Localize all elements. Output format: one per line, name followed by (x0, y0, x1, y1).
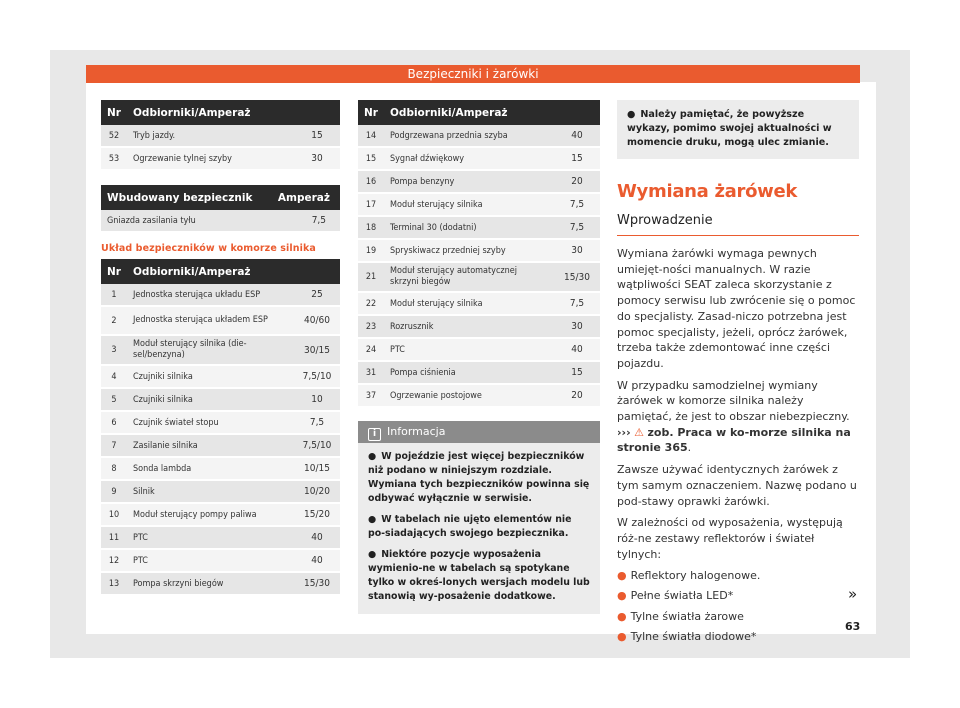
fuse-number: 8 (101, 457, 127, 480)
fuse-consumer: PTC (127, 526, 294, 549)
continue-marker: » (848, 585, 858, 603)
column-left (101, 100, 340, 596)
fuse-number: 37 (358, 384, 384, 407)
fuse-amperage: 7,5 (294, 411, 340, 434)
bullet-icon: ● (368, 549, 377, 560)
column-middle (358, 100, 600, 614)
fuse-table-3 (101, 259, 340, 596)
fuse-amperage: 7,5 (554, 193, 600, 216)
fuse-consumer: Moduł sterujący pompy paliwa (127, 503, 294, 526)
table-row (101, 284, 340, 306)
fuse-amperage: 15 (554, 361, 600, 384)
fuse-consumer: Silnik (127, 480, 294, 503)
table-row (101, 388, 340, 411)
fuse-number: 21 (358, 262, 384, 292)
fuse-amperage: 30 (554, 239, 600, 262)
fuse-number: 3 (101, 335, 127, 365)
fuse-consumer: Moduł sterujący silnika (384, 193, 554, 216)
col-header-nr: Nr (101, 100, 127, 125)
fuse-amperage: 7,5 (554, 216, 600, 239)
section-title: Wymiana żarówek (617, 181, 798, 202)
table-row (358, 239, 600, 262)
fuse-amperage: 15/30 (294, 572, 340, 595)
fuse-table-2 (101, 185, 340, 233)
fuse-number: 10 (101, 503, 127, 526)
fuse-consumer: Terminal 30 (dodatni) (384, 216, 554, 239)
section-body (617, 246, 859, 644)
fuse-number: 24 (358, 338, 384, 361)
fuse-number: 12 (101, 549, 127, 572)
paragraph: W zależności od wyposażenia, występują róż-ne zestawy reflektorów i świateł tylnych: (617, 516, 843, 561)
fuse-number: 53 (101, 147, 127, 170)
fuse-amperage: 30 (294, 147, 340, 170)
table-row (358, 384, 600, 407)
fuse-consumer: Sonda lambda (127, 457, 294, 480)
table-row (101, 549, 340, 572)
table-row (101, 411, 340, 434)
info-item: ● Niektóre pozycje wyposażenia wymienio-ne w tabelach są spotykane tylko w okreś-lonych wersjach modelu lub stanowią wy-posażenie dodatkowe. (368, 549, 590, 602)
fuse-amperage: 15 (294, 125, 340, 147)
fuse-amperage: 40 (554, 338, 600, 361)
col-header-name: Odbiorniki/Amperaż (127, 259, 340, 284)
fuse-table-1 (101, 100, 340, 171)
bullet-icon: ● (617, 589, 627, 603)
table-row (101, 572, 340, 595)
fuse-consumer: Czujniki silnika (127, 388, 294, 411)
fuse-number: 11 (101, 526, 127, 549)
cross-reference-link[interactable]: zob. Praca w ko-morze silnika na stronie 365 (617, 425, 851, 455)
fuse-amperage: 20 (554, 384, 600, 407)
fuse-amperage: 10/15 (294, 457, 340, 480)
col-header-nr: Nr (101, 259, 127, 284)
info-title: Informacja (387, 425, 446, 438)
bullet-icon: ● (627, 109, 636, 120)
fuse-amperage: 40 (294, 549, 340, 572)
table-row (358, 292, 600, 315)
fuse-amperage: 10/20 (294, 480, 340, 503)
fuse-consumer: Czujnik świateł stopu (127, 411, 294, 434)
table-row (358, 216, 600, 239)
paragraph: Zawsze używać identycznych żarówek z tym samym oznaczeniem. Nazwę podano u pod-stawy oprawki żarówki. (617, 463, 857, 508)
fuse-number: 7 (101, 434, 127, 457)
fuse-consumer: Pompa ciśnienia (384, 361, 554, 384)
list-item: ● Tylne światła diodowe* (617, 629, 757, 643)
table-row (101, 526, 340, 549)
section-subtitle: Wprowadzenie (617, 213, 859, 236)
fuse-number: 13 (101, 572, 127, 595)
table-row (101, 335, 340, 365)
col-header-nr: Nr (358, 100, 384, 125)
fuse-number: 52 (101, 125, 127, 147)
fuse-consumer: Ogrzewanie postojowe (384, 384, 554, 407)
fuse-consumer: Zasilanie silnika (127, 434, 294, 457)
table-row (358, 193, 600, 216)
fuse-number: 15 (358, 147, 384, 170)
table-row (358, 125, 600, 147)
fuse-consumer: Moduł sterujący automatycznej skrzyni biegów (384, 262, 554, 292)
fuse-number: 16 (358, 170, 384, 193)
table-row (358, 361, 600, 384)
fuse-number: 14 (358, 125, 384, 147)
table-row (101, 125, 340, 147)
table-row (358, 147, 600, 170)
table-row (358, 170, 600, 193)
fuse-consumer: Tryb jazdy. (127, 125, 294, 147)
fuse-amperage: 15 (554, 147, 600, 170)
table-row (101, 210, 340, 232)
warning-icon: ⚠ (634, 425, 644, 439)
fuse-consumer: Jednostka sterująca układem ESP (127, 306, 294, 335)
note-box: ● Należy pamiętać, że powyższe wykazy, pomimo swojej aktualności w momencie druku, mogą ulec zmianie. (617, 100, 859, 159)
fuse-consumer: Spryskiwacz przedniej szyby (384, 239, 554, 262)
table-row (101, 147, 340, 170)
list-item: ● Reflektory halogenowe. (617, 569, 761, 583)
fuse-amperage: 40 (294, 526, 340, 549)
fuse-number: 2 (101, 306, 127, 335)
fuse-number: 1 (101, 284, 127, 306)
fuse-amperage: 7,5 (260, 210, 340, 232)
fuse-number: 6 (101, 411, 127, 434)
bullet-icon: ● (617, 629, 627, 643)
fuse-number: 4 (101, 365, 127, 388)
fuse-consumer: Rozrusznik (384, 315, 554, 338)
fuse-consumer: Moduł sterujący silnika (die-sel/benzyna) (127, 335, 294, 365)
fuse-consumer: Ogrzewanie tylnej szyby (127, 147, 294, 170)
lamp-list (617, 568, 859, 644)
fuse-number: 23 (358, 315, 384, 338)
bullet-icon: ● (368, 451, 377, 462)
fuse-amperage: 10 (294, 388, 340, 411)
engine-fuses-title: Układ bezpieczników w komorze silnika (101, 243, 316, 254)
fuse-consumer: Podgrzewana przednia szyba (384, 125, 554, 147)
page-number: 63 (845, 620, 861, 633)
fuse-number: 5 (101, 388, 127, 411)
list-item: ● Tylne światła żarowe (617, 609, 744, 623)
table-row (101, 306, 340, 335)
fuse-consumer: PTC (384, 338, 554, 361)
page-header: Bezpieczniki i żarówki (86, 65, 860, 83)
table-row (101, 480, 340, 503)
info-item: ● W pojeździe jest więcej bezpieczników niż podano w niniejszym rozdziale. Wymiana tych bezpieczników powinna się odbywać wyłącznie w serwisie. (368, 451, 590, 504)
table-row (101, 503, 340, 526)
fuse-consumer: Sygnał dźwiękowy (384, 147, 554, 170)
fuse-consumer: Pompa benzyny (384, 170, 554, 193)
fuse-amperage: 7,5 (554, 292, 600, 315)
paragraph: W przypadku samodzielnej wymiany żarówek w komorze silnika należy pamiętać, że jest to obszar niebezpieczny. ››› ⚠ zob. Praca w ko-morze silnika na stronie 365. (617, 378, 851, 455)
fuse-consumer: PTC (127, 549, 294, 572)
table-row (101, 434, 340, 457)
col-header-name: Odbiorniki/Amperaż (384, 100, 600, 125)
fuse-amperage: 40 (554, 125, 600, 147)
fuse-number: 9 (101, 480, 127, 503)
fuse-table-4 (358, 100, 600, 408)
info-box (358, 421, 600, 614)
fuse-number: 18 (358, 216, 384, 239)
bullet-icon: ● (368, 514, 377, 525)
fuse-amperage: 15/30 (554, 262, 600, 292)
info-header (358, 421, 600, 443)
col-header-amperage: Amperaż (260, 185, 340, 210)
fuse-number: 17 (358, 193, 384, 216)
fuse-amperage: 40/60 (294, 306, 340, 335)
table-row (358, 338, 600, 361)
fuse-amperage: 30 (554, 315, 600, 338)
col-header-name: Odbiorniki/Amperaż (127, 100, 340, 125)
fuse-consumer: Czujniki silnika (127, 365, 294, 388)
table-row (101, 365, 340, 388)
fuse-consumer: Jednostka sterująca układu ESP (127, 284, 294, 306)
fuse-number: 19 (358, 239, 384, 262)
fuse-amperage: 7,5/10 (294, 365, 340, 388)
fuse-consumer: Pompa skrzyni biegów (127, 572, 294, 595)
fuse-amperage: 7,5/10 (294, 434, 340, 457)
table-row (358, 315, 600, 338)
table-row (101, 457, 340, 480)
fuse-amperage: 30/15 (294, 335, 340, 365)
fuse-amperage: 25 (294, 284, 340, 306)
fuse-consumer: Moduł sterujący silnika (384, 292, 554, 315)
list-item: ● Pełne światła LED* (617, 589, 734, 603)
bullet-icon: ● (617, 609, 627, 623)
info-item: ● W tabelach nie ujęto elementów nie po-siadających swojego bezpiecznika. (368, 514, 572, 539)
fuse-number: 22 (358, 292, 384, 315)
column-right (617, 100, 859, 649)
col-header-builtin: Wbudowany bezpiecznik (101, 185, 260, 210)
fuse-number: 31 (358, 361, 384, 384)
fuse-consumer: Gniazda zasilania tyłu (101, 210, 260, 232)
table-row (358, 262, 600, 292)
fuse-amperage: 15/20 (294, 503, 340, 526)
fuse-amperage: 20 (554, 170, 600, 193)
info-icon: i (368, 428, 381, 441)
paragraph: Wymiana żarówki wymaga pewnych umiejęt-ności manualnych. W razie wątpliwości SEAT zaleca skorzystanie z pomocy serwisu lub zwrócenie się o pomoc do specjalisty. Zasad-niczo potrzebna jest pomoc specjalisty, jeżeli, oprócz żarówek, trzeba także zdemontować inne części pojazdu. (617, 247, 856, 370)
bullet-icon: ● (617, 569, 627, 583)
